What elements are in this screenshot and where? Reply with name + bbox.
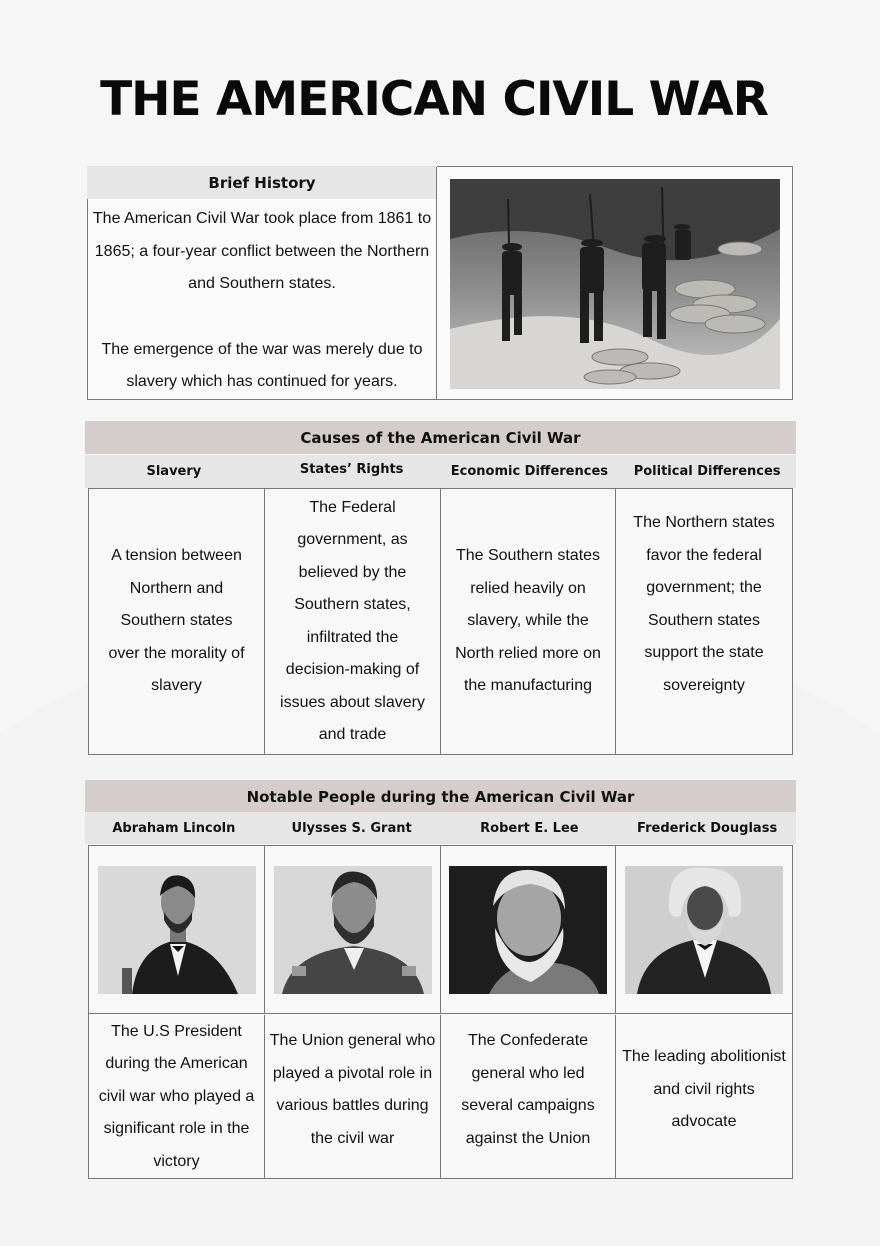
lee-portrait bbox=[449, 866, 607, 994]
history-paragraph-1: The American Civil War took place from 1861 to 1865; a four-year conflict between the Northern and Southern states. bbox=[92, 210, 432, 292]
person-header-douglass: Frederick Douglass bbox=[637, 820, 778, 836]
cause-header-economic: Economic Differences bbox=[450, 464, 609, 479]
page-title: THE AMERICAN CIVIL WAR bbox=[100, 72, 768, 127]
portrait-cell-lincoln bbox=[89, 846, 265, 1014]
portrait-cell-grant bbox=[265, 846, 441, 1014]
brief-history-text bbox=[88, 199, 436, 399]
people-heading: Notable People during the American Civil War bbox=[85, 780, 796, 813]
person-text-douglass: The leading abolitionist and civil rights advocate bbox=[622, 1048, 786, 1131]
person-text-lincoln: The U.S President during the American civil war who played a significant role in the victory bbox=[89, 1015, 265, 1179]
portrait-cell-lee bbox=[441, 846, 616, 1014]
person-header-lincoln: Abraham Lincoln bbox=[112, 820, 236, 836]
portrait-cell-douglass bbox=[616, 846, 792, 1014]
history-paragraph-2: The emergence of the war was merely due to slavery which has continued for years. bbox=[101, 340, 423, 390]
cause-text-political: The Northern states favor the federal government; the Southern states support the state sovereignty bbox=[633, 514, 775, 694]
person-text-lee: The Confederate general who led several campaigns against the Union bbox=[441, 1015, 616, 1179]
cause-header-political: Political Differences bbox=[633, 464, 781, 479]
divider bbox=[436, 167, 437, 400]
brief-history-heading: Brief History bbox=[87, 166, 437, 199]
person-header-grant: Ulysses S. Grant bbox=[291, 820, 412, 836]
douglass-portrait bbox=[625, 866, 783, 994]
causes-column-headers bbox=[85, 455, 796, 488]
grant-portrait bbox=[274, 866, 432, 994]
cause-text-states-rights: The Federal government, as believed by the Southern states, infiltrated the decision-making of issues about slavery and trade bbox=[265, 489, 441, 754]
cause-header-slavery: Slavery bbox=[146, 464, 202, 479]
causes-table bbox=[88, 488, 793, 755]
brief-history-section bbox=[87, 166, 793, 400]
cause-text-slavery: A tension between Northern and Southern states over the morality of slavery bbox=[89, 489, 265, 754]
cause-header-states-rights: States’ Rights bbox=[299, 462, 404, 477]
people-column-headers bbox=[85, 812, 796, 844]
soldiers-battle-photo bbox=[450, 179, 780, 389]
lincoln-portrait bbox=[98, 866, 256, 994]
person-header-lee: Robert E. Lee bbox=[480, 820, 579, 836]
people-table bbox=[88, 845, 793, 1179]
cause-text-economic: The Southern states relied heavily on slavery, while the North relied more on the manufacturing bbox=[441, 489, 616, 754]
causes-heading: Causes of the American Civil War bbox=[85, 421, 796, 454]
person-text-grant: The Union general who played a pivotal role in various battles during the civil war bbox=[265, 1015, 441, 1179]
